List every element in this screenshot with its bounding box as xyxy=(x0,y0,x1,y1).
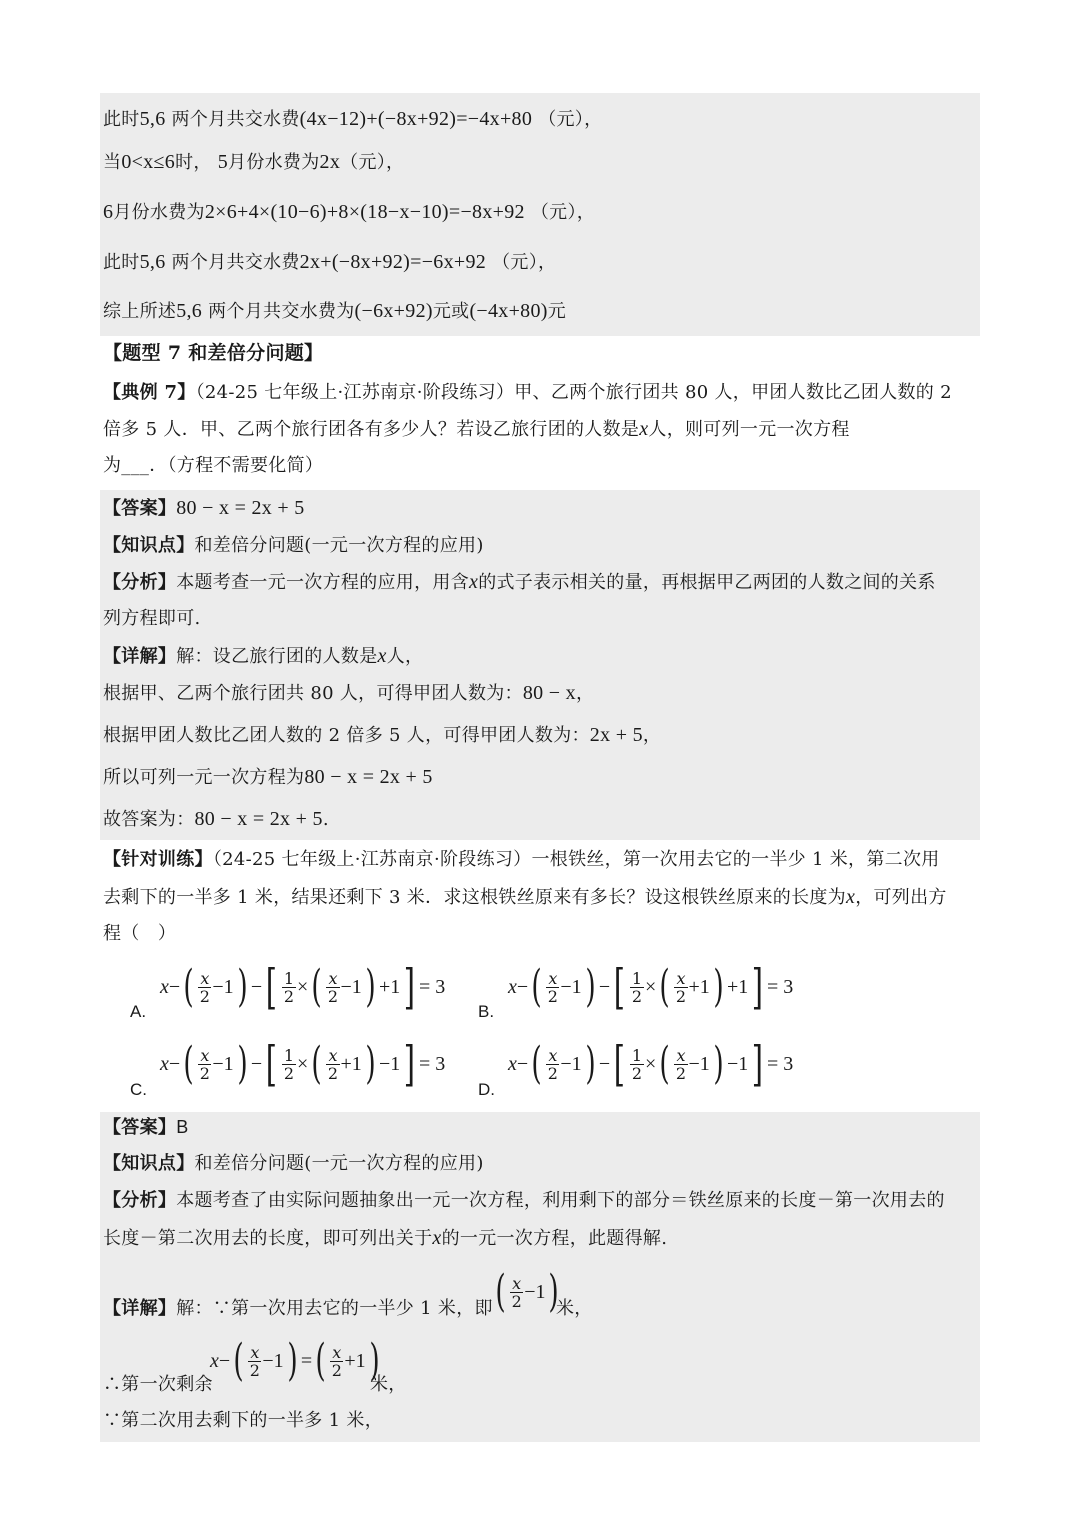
fraction: $\frac{x}{2}$ xyxy=(547,968,558,1006)
example-detail-2 xyxy=(103,680,977,707)
math: x xyxy=(160,975,169,998)
text: （元）， xyxy=(538,109,603,130)
example-analysis-1 xyxy=(103,569,977,596)
math: 80 − x = 2x + 5 xyxy=(176,497,305,519)
fraction: $\frac{x}{2}$ xyxy=(331,1342,342,1380)
example-tag: 【典例 7】 xyxy=(103,382,196,403)
math: (4x−12)+(−8x+92)=−4x+80 xyxy=(299,108,533,130)
text: 人， xyxy=(386,646,424,667)
text: （24-25 七年级上·江苏南京·阶段练习）甲、乙两个旅行团共 80 人，甲团人数比乙团人数的 2 xyxy=(195,382,952,403)
prev-line-3 xyxy=(103,199,977,226)
text: 月份水费为 xyxy=(113,202,205,223)
math: 80 − x xyxy=(522,682,576,704)
math: 5,6 xyxy=(176,300,203,322)
text: 时， xyxy=(175,152,212,173)
analysis-tag: 【分析】 xyxy=(103,1190,177,1211)
training-line-3: 程（ ） xyxy=(103,923,177,944)
text: 故答案为： xyxy=(103,809,195,830)
option-b-label: B. xyxy=(478,1002,495,1021)
fraction: $\frac{x}{2}$ xyxy=(675,1045,687,1083)
math: 6 xyxy=(103,201,114,223)
example-knowledge-point xyxy=(103,533,977,559)
text: 的式子表示相关的量，再根据甲乙两团的人数之间的关系 xyxy=(478,572,936,593)
math: 5 xyxy=(217,151,229,173)
text: 和差倍分问题(一元一次方程的应用) xyxy=(194,535,484,556)
prev-line-2 xyxy=(103,149,977,176)
math: (−4x+80) xyxy=(469,300,548,322)
fraction: $\frac{x}{2}$ xyxy=(199,968,210,1006)
paren: ( xyxy=(183,961,194,1012)
text: 此时 xyxy=(103,109,140,130)
text: 元 xyxy=(547,301,567,322)
example-detail-1 xyxy=(103,643,977,670)
text: 本题考查了由实际问题抽象出一元一次方程，利用剩下的部分＝铁丝原来的长度－第一次用去的 xyxy=(176,1190,945,1211)
text: 倍多 5 人．甲、乙两个旅行团各有多少人？若设乙旅行团的人数是 xyxy=(103,419,640,440)
text: （元）， xyxy=(340,152,405,173)
math: 2x + 5 xyxy=(589,724,643,746)
example-detail-4 xyxy=(103,764,977,791)
example-answer xyxy=(103,495,977,522)
math: 5,6 xyxy=(139,251,166,273)
section-title: 【题型 7 和差倍分问题】 xyxy=(103,342,324,364)
math: 2×6+4×(10−6)+8×(18−x−10)=−8x+92 xyxy=(204,201,525,223)
fraction: $\frac{x}{2}$ xyxy=(675,968,687,1006)
math: x xyxy=(432,1227,442,1249)
math: x xyxy=(377,645,387,667)
option-b-formula: x − ( $\frac{x}{2}$ − 1 ) − [ $\frac{1}{2}$ × ( $\frac{x}{2}$ + 1 ) + 1 ] = 3 xyxy=(508,959,794,1015)
text: 解：设乙旅行团的人数是 xyxy=(176,646,378,667)
text: 长度－第二次用去的长度，即可列出关于 xyxy=(103,1228,433,1249)
prev-line-4 xyxy=(103,249,977,276)
training-knowledge-point xyxy=(103,1151,977,1177)
training-tag: 【针对训练】 xyxy=(103,849,213,870)
answer-tag: 【答案】 xyxy=(103,498,177,519)
math: 0<x≤6 xyxy=(121,151,176,173)
text: 根据甲、乙两个旅行团共 80 人，可得甲团人数为： xyxy=(103,683,523,704)
text: 月份水费为 xyxy=(228,152,320,173)
text: 解：∵第一次用去它的一半少 1 米，即 xyxy=(176,1298,493,1319)
example-detail-3 xyxy=(103,722,977,749)
math: 5,6 xyxy=(139,108,166,130)
fraction: $\frac{1}{2}$ xyxy=(283,1045,295,1083)
math: x xyxy=(469,571,479,593)
option-a-label: A. xyxy=(130,1002,147,1021)
training-line-2 xyxy=(103,884,977,911)
training-detail-3: ∵第二次用去剩下的一半多 1 米， xyxy=(103,1410,383,1431)
text: ， xyxy=(575,683,595,704)
answer-value: B xyxy=(176,1117,189,1137)
text: 的一元一次方程，此题得解. xyxy=(441,1228,668,1249)
text: （24-25 七年级上·江苏南京·阶段练习）一根铁丝，第一次用去它的一半少 1 米，第二次用 xyxy=(212,849,940,870)
text: 根据甲团人数比乙团人数的 2 倍多 5 人，可得甲团人数为： xyxy=(103,725,590,746)
math: 80 − x = 2x + 5 xyxy=(194,808,323,830)
math: 2x+(−8x+92)=−6x+92 xyxy=(299,251,487,273)
training-answer xyxy=(103,1114,977,1141)
text: 两个月共交水费 xyxy=(171,109,300,130)
prev-line-1 xyxy=(103,106,977,133)
answer-tag: 【答案】 xyxy=(103,1117,177,1138)
text: （元）， xyxy=(530,202,596,223)
text: 和差倍分问题(一元一次方程的应用) xyxy=(194,1153,484,1174)
analysis-tag: 【分析】 xyxy=(103,572,177,593)
fraction: $\frac{x}{2}$ xyxy=(199,1045,210,1083)
math: x xyxy=(639,418,649,440)
math: x xyxy=(846,886,856,908)
option-d-label: D. xyxy=(478,1080,495,1099)
option-c-label: C. xyxy=(130,1080,147,1099)
kp-tag: 【知识点】 xyxy=(103,535,195,556)
fraction: $\frac{x}{2}$ xyxy=(327,968,339,1006)
training-analysis-2 xyxy=(103,1225,977,1252)
text: 所以可列一元一次方程为 xyxy=(103,767,305,788)
text: 综上所述 xyxy=(103,301,177,322)
text: 两个月共交水费 xyxy=(171,252,300,273)
math: − xyxy=(168,975,181,998)
training-analysis-1 xyxy=(103,1188,977,1214)
fraction: $\frac{x}{2}$ xyxy=(327,1045,339,1083)
math: 80 − x = 2x + 5 xyxy=(304,766,433,788)
training-detail-2-end: 米， xyxy=(370,1374,407,1395)
text: 此时 xyxy=(103,252,140,273)
option-c-formula: x − ( $\frac{x}{2}$ − 1 ) − [ $\frac{1}{2}$ × ( $\frac{x}{2}$ + 1 ) − 1 ] = 3 xyxy=(160,1036,446,1092)
option-d-formula: x − ( $\frac{x}{2}$ − 1 ) − [ $\frac{1}{2}$ × ( $\frac{x}{2}$ − 1 ) − 1 ] = 3 xyxy=(508,1036,794,1092)
option-a-formula: x − ( $\frac{x}{2}$ − 1 ) − [ $\frac{1}{2}$ × ( $\frac{x}{2}$ − 1 ) + 1 ] = 3 xyxy=(160,959,446,1015)
text: 两个月共交水费为 xyxy=(208,301,355,322)
detail-tag: 【详解】 xyxy=(103,1298,177,1319)
text: 当 xyxy=(103,152,122,173)
text: 元或 xyxy=(432,301,470,322)
training-line-1 xyxy=(103,847,977,873)
text: ， xyxy=(642,725,662,746)
fraction: $\frac{1}{2}$ xyxy=(283,968,295,1006)
example-line-1 xyxy=(103,380,977,406)
text: 人，则可列一元一次方程 xyxy=(648,419,850,440)
example-detail-5 xyxy=(103,806,977,833)
detail-tag: 【详解】 xyxy=(103,646,177,667)
detail-2-formula: x − ( $\frac{x}{2}$ − 1 ) = ( $\frac{x}{2}$ + 1 ) xyxy=(210,1335,380,1386)
example-line-2 xyxy=(103,416,977,443)
fraction: $\frac{1}{2}$ xyxy=(631,968,643,1006)
kp-tag: 【知识点】 xyxy=(103,1153,195,1174)
detail-1-formula: ( $\frac{x}{2}$ − 1 ) xyxy=(495,1266,560,1317)
math: 2x xyxy=(319,151,341,173)
training-detail-1-end: 米， xyxy=(556,1298,593,1319)
text: . xyxy=(322,809,329,830)
prev-line-5 xyxy=(103,298,977,325)
fraction: $\frac{1}{2}$ xyxy=(631,1045,643,1083)
text: 去剩下的一半多 1 米，结果还剩下 3 米．求这根铁丝原来有多长？设这根铁丝原来的长度为 xyxy=(103,887,846,908)
fraction: $\frac{x}{2}$ xyxy=(249,1342,260,1380)
fraction: $\frac{x}{2}$ xyxy=(511,1273,522,1311)
text: 本题考查一元一次方程的应用，用含 xyxy=(176,572,470,593)
fraction: $\frac{x}{2}$ xyxy=(547,1045,558,1083)
text: （元）， xyxy=(492,252,557,273)
math: (−6x+92) xyxy=(354,300,433,322)
example-analysis-2: 列方程即可. xyxy=(103,608,201,629)
training-detail-2: ∴第一次剩余 xyxy=(103,1374,213,1395)
text: ，可列出方 xyxy=(855,887,947,908)
example-line-3: 为___．（方程不需要化简） xyxy=(103,455,324,476)
